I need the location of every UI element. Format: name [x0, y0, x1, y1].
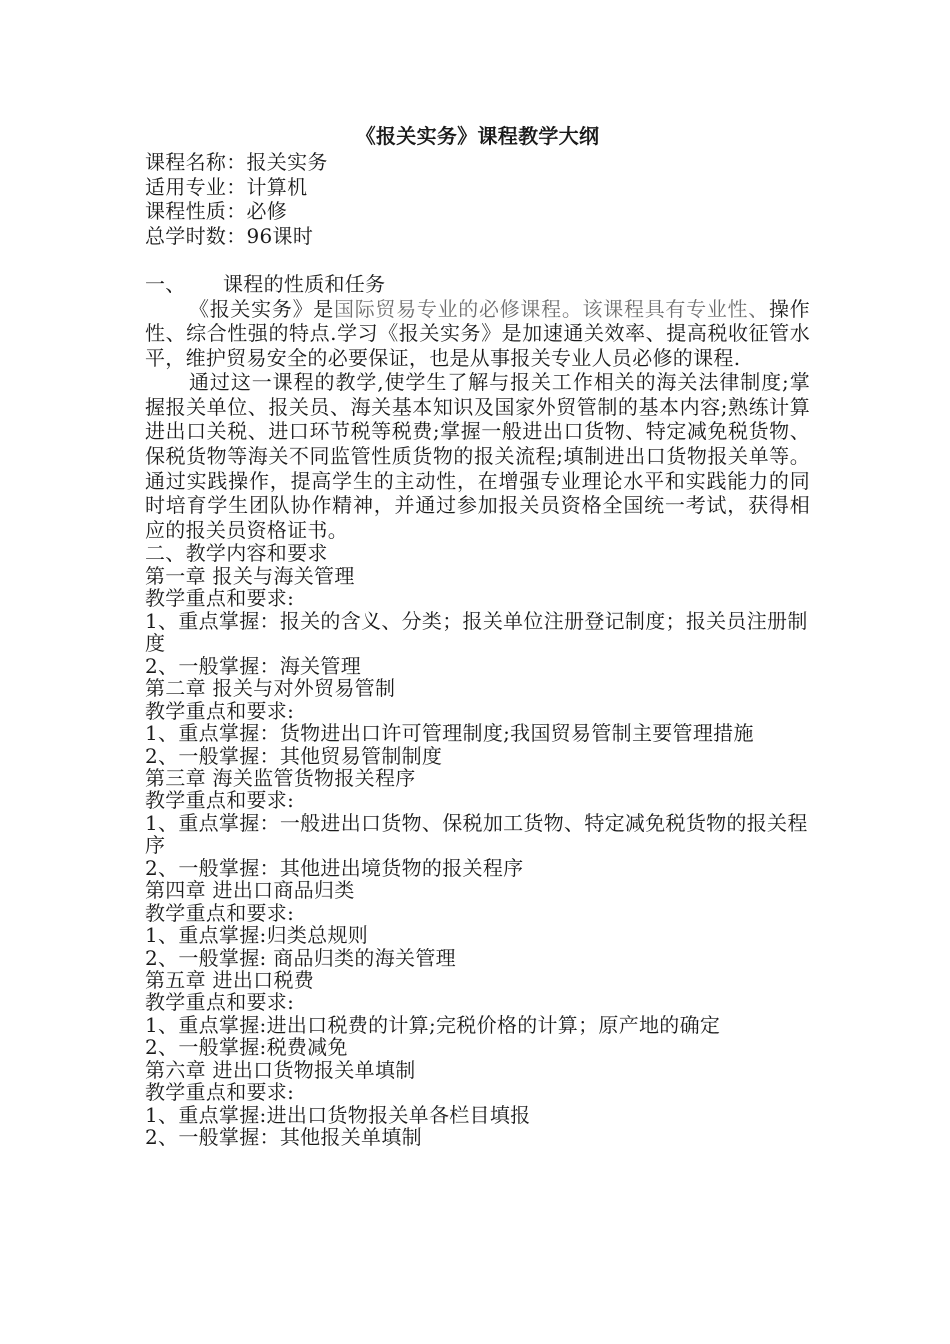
- chapter-title: 第六章 进出口货物报关单填制: [145, 1057, 416, 1082]
- chapter-title: 第三章 海关监管货物报关程序: [145, 765, 416, 790]
- chapter-req-label: 教学重点和要求:: [145, 788, 295, 813]
- spacer: [145, 248, 810, 272]
- chapter-general-points: 2、一般掌握:税费减免: [145, 1035, 348, 1060]
- section-1-paragraph-2: 通过这一课程的教学,使学生了解与报关工作相关的海关法律制度;掌握报关单位、报关员、海关基本知识及国家外贸管制的基本内容;熟练计算进出口关税、进口环节税等税费;掌握一般进出口货物、特定减免税货物、保税货物等海关不同监管性质货物的报关流程;填制进出口货物报关单等。通过实践操作，提高学生的主动性，在增强专业理论水平和实践能力的同时培育学生团队协作精神，并通过参加报关员资格全国统一考试，获得相应的报关员资格证书。: [145, 370, 810, 542]
- document-title: 《报关实务》课程教学大纲: [355, 124, 600, 148]
- chapter-req-label: 教学重点和要求:: [145, 1080, 295, 1105]
- chapter-key-points: 1、重点掌握：货物进出口许可管理制度;我国贸易管制主要管理措施: [145, 720, 754, 745]
- paragraph-1-part-a: 《报关实务》是: [189, 296, 334, 321]
- chapter-general-points: 2、一般掌握：其他报关单填制: [145, 1125, 422, 1150]
- chapter-req-label: 教学重点和要求:: [145, 900, 295, 925]
- chapter-general-points: 2、一般掌握: 商品归类的海关管理: [145, 945, 456, 970]
- chapter-key-points: 1、重点掌握:进出口税费的计算;完税价格的计算；原产地的确定: [145, 1012, 721, 1037]
- chapter-req-label: 教学重点和要求:: [145, 586, 295, 611]
- chapter-title: 第四章 进出口商品归类: [145, 878, 355, 903]
- chapter-3: [145, 767, 810, 879]
- section-1-title: 课程的性质和任务: [223, 272, 386, 296]
- chapter-key-points: 1、重点掌握:归类总规则: [145, 923, 369, 948]
- meta-nature: 课程性质：必修: [145, 199, 288, 223]
- chapter-title: 第一章 报关与海关管理: [145, 563, 355, 588]
- chapter-general-points: 2、一般掌握：其他进出境货物的报关程序: [145, 855, 524, 880]
- meta-course-name: 课程名称：报关实务: [145, 150, 328, 174]
- chapter-general-points: 2、一般掌握：其他贸易管制制度: [145, 743, 443, 768]
- paragraph-1-part-b: 国际贸易专业的必修课程。该课程具有专业性、: [334, 296, 769, 321]
- chapter-2: [145, 677, 810, 767]
- chapter-title: 第五章 进出口税费: [145, 968, 315, 993]
- section-2-heading: 二、教学内容和要求: [145, 541, 328, 566]
- chapter-5: [145, 969, 810, 1059]
- chapter-req-label: 教学重点和要求:: [145, 990, 295, 1015]
- chapter-req-label: 教学重点和要求:: [145, 698, 295, 723]
- paragraph-1-part-c: 操作性、综合性强的特点.学习《报关实务》是加速通关效率、提高税收征管水平，维护贸易安全的必要保证，也是从事报关专业人员必修的课程.: [145, 296, 810, 370]
- meta-major: 适用专业：计算机: [145, 174, 308, 199]
- chapter-1: [145, 565, 810, 677]
- chapter-title: 第二章 报关与对外贸易管制: [145, 676, 396, 701]
- section-1-number: 一、: [145, 272, 186, 296]
- chapter-key-points: 1、重点掌握：报关的含义、分类；报关单位注册登记制度；报关员注册制度: [145, 608, 808, 656]
- meta-hours: 总学时数：96课时: [145, 223, 314, 248]
- section-1-heading: [145, 272, 810, 297]
- chapter-6: [145, 1059, 810, 1149]
- chapter-4: [145, 879, 810, 969]
- document-page: [145, 124, 810, 1149]
- chapter-key-points: 1、重点掌握:进出口货物报关单各栏目填报: [145, 1102, 531, 1127]
- chapter-general-points: 2、一般掌握：海关管理: [145, 653, 362, 678]
- chapter-key-points: 1、重点掌握：一般进出口货物、保税加工货物、特定减免税货物的报关程序: [145, 810, 808, 858]
- section-1-paragraph-1: [145, 297, 810, 371]
